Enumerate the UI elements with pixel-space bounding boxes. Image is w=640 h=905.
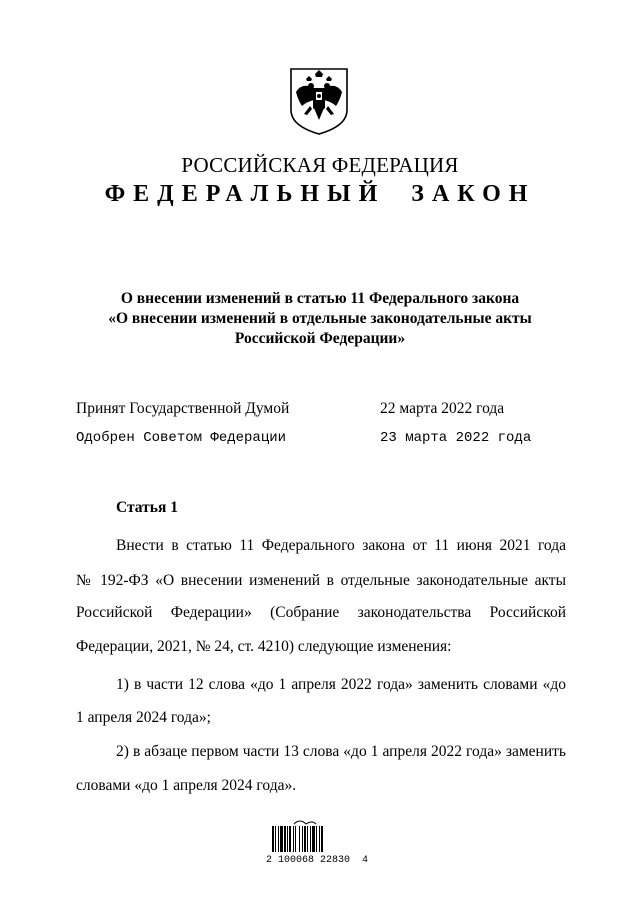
adoption-date: 22 марта 2022 года: [380, 400, 505, 417]
barcode-bar: [287, 826, 288, 852]
barcode-bar: [272, 826, 274, 852]
adoption-row-council: [76, 430, 576, 446]
barcode-bar: [319, 826, 320, 852]
law-title-line: «О внесении изменений в отдельные законодательные акты: [108, 310, 532, 327]
law-type-word-2: ЗАКОН: [411, 181, 536, 207]
law-title-line: Российской Федерации»: [234, 330, 406, 347]
barcode-bar: [316, 826, 317, 852]
article-line: 1 апреля 2024 года»;: [76, 709, 211, 726]
adoption-row-duma: [76, 400, 576, 418]
article-line: словами «до 1 апреля 2024 года».: [76, 777, 297, 794]
barcode-bar: [275, 826, 276, 852]
law-title-line: О внесении изменений в статью 11 Федерального закона: [120, 290, 520, 307]
article-line: № 192-ФЗ «О внесении изменений в отдельные законодательные акты: [76, 572, 566, 589]
barcode-bar: [304, 826, 306, 852]
barcode-bar: [278, 826, 279, 852]
coat-of-arms-icon: [288, 66, 350, 136]
adoption-date: 23 марта 2022 года: [380, 430, 532, 446]
barcode-bar: [299, 826, 300, 852]
barcode-bar: [295, 826, 296, 852]
article-line: Федерации, 2021, № 24, ст. 4210) следующие изменения:: [76, 638, 452, 655]
law-type-word-1: ФЕДЕРАЛЬНЫЙ: [104, 181, 386, 207]
barcode-bar: [310, 826, 311, 852]
law-title: [70, 289, 570, 349]
barcode-bar: [293, 826, 294, 852]
article-line: Внести в статью 11 Федерального закона от 11 июня 2021 года: [116, 537, 566, 554]
article-line: Российской Федерации» (Собрание законодательства Российской: [76, 604, 566, 621]
barcode-bar: [289, 826, 291, 852]
barcode-bar: [312, 826, 315, 852]
barcode-icon: [270, 818, 350, 854]
adoption-label: Одобрен Советом Федерации: [76, 430, 287, 446]
barcode-bar: [302, 826, 303, 852]
article-line: 2) в абзаце первом части 13 слова «до 1 апреля 2022 года» заменить: [116, 743, 566, 760]
barcode-number: 2 100068 22830 4: [266, 855, 369, 866]
barcode-bar: [321, 826, 323, 852]
article-heading: Статья 1: [116, 499, 178, 516]
barcode-bar: [280, 826, 283, 852]
article-line: 1) в части 12 слова «до 1 апреля 2022 года» заменить словами «до: [116, 676, 566, 693]
document-type: [0, 181, 640, 208]
country-name: РОССИЙСКАЯ ФЕДЕРАЦИЯ: [181, 153, 459, 177]
barcode-bar: [284, 826, 286, 852]
barcode-bar: [307, 826, 308, 852]
adoption-label: Принят Государственной Думой: [76, 400, 290, 417]
barcode-signature-mark: [294, 821, 316, 824]
